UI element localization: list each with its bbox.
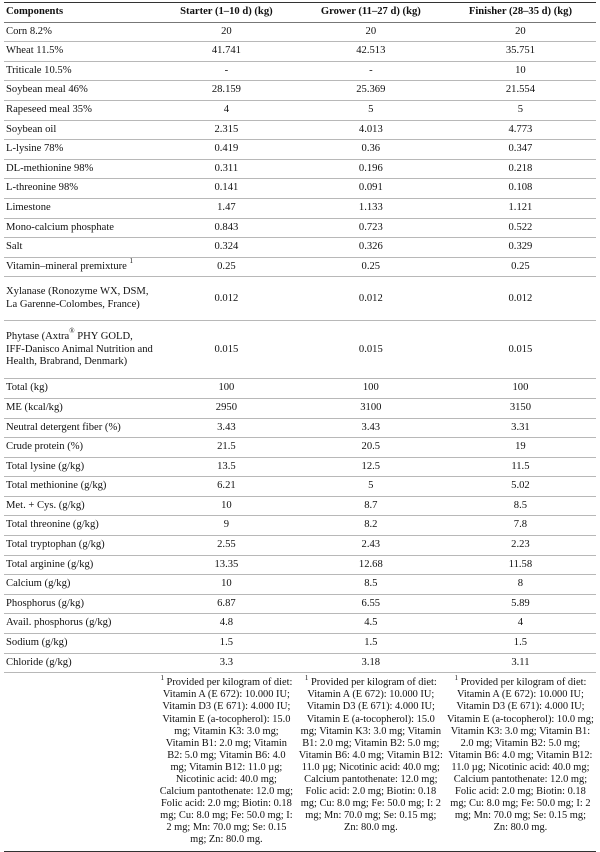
cell-finisher: 100 bbox=[445, 379, 596, 399]
cell-grower: 3.18 bbox=[297, 653, 445, 673]
row-label bbox=[4, 179, 156, 199]
row-label-text: Vitamin–mineral premixture bbox=[6, 260, 127, 272]
cell-grower: 2.43 bbox=[297, 536, 445, 556]
cell-finisher: 4 bbox=[445, 614, 596, 634]
cell-grower: 0.196 bbox=[297, 159, 445, 179]
row-label bbox=[4, 238, 156, 258]
cell-grower: 0.36 bbox=[297, 140, 445, 160]
cell-grower: 42.513 bbox=[297, 42, 445, 62]
table-row bbox=[4, 477, 596, 497]
row-label bbox=[4, 42, 156, 62]
table-row bbox=[4, 614, 596, 634]
header-components: Components bbox=[4, 3, 156, 23]
table-row bbox=[4, 555, 596, 575]
row-label bbox=[4, 516, 156, 536]
table-row bbox=[4, 418, 596, 438]
row-label-text: L-lysine 78% bbox=[6, 143, 64, 155]
cell-starter: 3.43 bbox=[156, 418, 297, 438]
row-label bbox=[4, 120, 156, 140]
cell-grower: 4.5 bbox=[297, 614, 445, 634]
row-label-text: L-threonine 98% bbox=[6, 182, 79, 194]
cell-starter: 13.35 bbox=[156, 555, 297, 575]
cell-starter: 1.47 bbox=[156, 198, 297, 218]
row-label bbox=[4, 496, 156, 516]
cell-grower: 8.7 bbox=[297, 496, 445, 516]
cell-finisher: 8.5 bbox=[445, 496, 596, 516]
table-row bbox=[4, 321, 596, 379]
row-label-text: ME (kcal/kg) bbox=[6, 401, 63, 413]
footnote-text: Provided per kilogram of diet: Vitamin A (E 672): 10.000 IU; Vitamin D3 (E 671): 4.000 IU; Vitamin E (a-tocopherol): 15.0 mg; Vitamin K3: 3.0 mg; Vitamin B1: 2.0 mg; Vitamin B2: 5.0 mg; Vitamin B6: 4.0 mg; Vitamin B12: 11.0 µg; Nicotinic acid: 40.0 mg; Calcium pantothenate: 12.0 mg; Folic acid: 2.0 mg; Biotin: 0.18 mg; Cu: 8.0 mg; Fe: 50.0 mg; I: 2 mg; Mn: 70.0 mg; Se: 0.15 mg; Zn: 80.0 mg. bbox=[298, 677, 443, 834]
row-label-text: Limestone bbox=[6, 201, 51, 213]
cell-finisher: 0.25 bbox=[445, 257, 596, 277]
cell-grower: 5 bbox=[297, 100, 445, 120]
cell-finisher: 1.121 bbox=[445, 198, 596, 218]
row-label-text: Phytase (Axtra bbox=[6, 330, 70, 342]
header-finisher: Finisher (28–35 d) (kg) bbox=[445, 3, 596, 23]
table-row bbox=[4, 61, 596, 81]
table-body bbox=[4, 22, 596, 851]
cell-starter: 10 bbox=[156, 496, 297, 516]
cell-finisher: 10 bbox=[445, 61, 596, 81]
cell-starter: 6.87 bbox=[156, 594, 297, 614]
table-row bbox=[4, 140, 596, 160]
cell-starter: 100 bbox=[156, 379, 297, 399]
row-label-text: Soybean meal 46% bbox=[6, 84, 88, 96]
cell-starter: 10 bbox=[156, 575, 297, 595]
row-label-text: Met. + Cys. (g/kg) bbox=[6, 499, 85, 511]
row-label-text: Salt bbox=[6, 241, 23, 253]
cell-finisher: 21.554 bbox=[445, 81, 596, 101]
cell-starter: 4.8 bbox=[156, 614, 297, 634]
row-label bbox=[4, 379, 156, 399]
cell-starter: 0.012 bbox=[156, 277, 297, 321]
cell-grower: 0.25 bbox=[297, 257, 445, 277]
row-label-text: Total arginine (g/kg) bbox=[6, 558, 94, 570]
row-label bbox=[4, 555, 156, 575]
row-label bbox=[4, 536, 156, 556]
table-row bbox=[4, 22, 596, 42]
row-label bbox=[4, 575, 156, 595]
row-label-text: Phosphorus (g/kg) bbox=[6, 597, 84, 609]
footnote-marker: ® bbox=[69, 327, 75, 336]
row-label-text: Chloride (g/kg) bbox=[6, 656, 72, 668]
cell-starter: 41.741 bbox=[156, 42, 297, 62]
cell-grower: 12.68 bbox=[297, 555, 445, 575]
cell-grower: 4.013 bbox=[297, 120, 445, 140]
cell-starter: 1.5 bbox=[156, 634, 297, 654]
cell-finisher: 0.347 bbox=[445, 140, 596, 160]
row-label bbox=[4, 140, 156, 160]
cell-finisher: 1.5 bbox=[445, 634, 596, 654]
cell-finisher: 0.218 bbox=[445, 159, 596, 179]
row-label-text: DL-methionine 98% bbox=[6, 162, 94, 174]
row-label-text: Crude protein (%) bbox=[6, 441, 84, 453]
row-label-text: Mono-calcium phosphate bbox=[6, 221, 114, 233]
cell-grower: 0.723 bbox=[297, 218, 445, 238]
footnote-text: Provided per kilogram of diet: Vitamin A (E 672): 10.000 IU; Vitamin D3 (E 671): 4.000 IU; Vitamin E (a-tocopherol): 15.0 mg; Vitamin K3: 3.0 mg; Vitamin B1: 2.0 mg; Vitamin B2: 5.0 mg; Vitamin B6: 4.0 mg; Vitamin B12: 11.0 µg; Nicotinic acid: 40.0 mg; Calcium pantothenate: 12.0 mg; Folic acid: 2.0 mg; Biotin: 0.18 mg; Cu: 8.0 mg; Fe: 50.0 mg; I: 2 mg; Mn: 70.0 mg; Se: 0.15 mg; Zn: 80.0 mg. bbox=[159, 677, 294, 846]
row-label bbox=[4, 653, 156, 673]
row-label-text: Corn 8.2% bbox=[6, 25, 52, 37]
row-label bbox=[4, 614, 156, 634]
table-row bbox=[4, 398, 596, 418]
row-label-text: Triticale 10.5% bbox=[6, 64, 72, 76]
cell-starter: 20 bbox=[156, 22, 297, 42]
cell-grower: 100 bbox=[297, 379, 445, 399]
table-row bbox=[4, 653, 596, 673]
cell-finisher: 35.751 bbox=[445, 42, 596, 62]
footnote-starter bbox=[156, 673, 297, 851]
row-label-text: Rapeseed meal 35% bbox=[6, 103, 92, 115]
cell-starter: 0.25 bbox=[156, 257, 297, 277]
row-label-text: Xylanase (Ronozyme WX, DSM, La Garenne-Colombes, France) bbox=[6, 286, 149, 310]
row-label-text: Wheat 11.5% bbox=[6, 45, 64, 57]
cell-grower: 12.5 bbox=[297, 457, 445, 477]
cell-finisher: 3.11 bbox=[445, 653, 596, 673]
cell-grower: 20 bbox=[297, 22, 445, 42]
cell-finisher: 11.58 bbox=[445, 555, 596, 575]
cell-starter: 4 bbox=[156, 100, 297, 120]
row-label bbox=[4, 159, 156, 179]
row-label bbox=[4, 477, 156, 497]
table-row bbox=[4, 159, 596, 179]
cell-grower: 1.133 bbox=[297, 198, 445, 218]
cell-finisher: 5 bbox=[445, 100, 596, 120]
table-row bbox=[4, 536, 596, 556]
cell-finisher: 11.5 bbox=[445, 457, 596, 477]
cell-starter: 0.843 bbox=[156, 218, 297, 238]
cell-grower: 8.2 bbox=[297, 516, 445, 536]
row-label-text: Sodium (g/kg) bbox=[6, 637, 68, 649]
footnote-marker: 1 bbox=[454, 673, 458, 682]
table-row bbox=[4, 438, 596, 458]
table-row bbox=[4, 81, 596, 101]
cell-grower: 8.5 bbox=[297, 575, 445, 595]
table-header-row bbox=[4, 3, 596, 23]
cell-grower: 0.326 bbox=[297, 238, 445, 258]
row-label bbox=[4, 438, 156, 458]
table-row bbox=[4, 575, 596, 595]
cell-starter: 3.3 bbox=[156, 653, 297, 673]
cell-starter: 28.159 bbox=[156, 81, 297, 101]
cell-starter: 6.21 bbox=[156, 477, 297, 497]
cell-starter: 0.324 bbox=[156, 238, 297, 258]
row-label-text: Neutral detergent fiber (%) bbox=[6, 421, 121, 433]
cell-starter: 0.311 bbox=[156, 159, 297, 179]
footnote-text: Provided per kilogram of diet: Vitamin A (E 672): 10.000 IU; Vitamin D3 (E 671): 4.000 IU; Vitamin E (a-tocopherol): 10.0 mg; Vitamin K3: 3.0 mg; Vitamin B1: 2.0 mg; Vitamin B2: 5.0 mg; Vitamin B6: 4.0 mg; Vitamin B12: 11.0 µg; Nicotinic acid: 40.0 mg; Calcium pantothenate: 12.0 mg; Folic acid: 2.0 mg; Biotin: 0.18 mg; Cu: 8.0 mg; Fe: 50.0 mg; I: 2 mg; Mn: 70.0 mg; Se: 0.15 mg; Zn: 80.0 mg. bbox=[447, 677, 594, 834]
cell-grower: 3100 bbox=[297, 398, 445, 418]
row-label bbox=[4, 218, 156, 238]
row-label bbox=[4, 277, 156, 321]
cell-finisher: 0.522 bbox=[445, 218, 596, 238]
cell-finisher: 3150 bbox=[445, 398, 596, 418]
cell-grower: 20.5 bbox=[297, 438, 445, 458]
table-row bbox=[4, 379, 596, 399]
table-row bbox=[4, 120, 596, 140]
cell-starter: 9 bbox=[156, 516, 297, 536]
cell-grower: 1.5 bbox=[297, 634, 445, 654]
cell-grower: 0.015 bbox=[297, 321, 445, 379]
footnote-finisher bbox=[445, 673, 596, 851]
row-label-text: Calcium (g/kg) bbox=[6, 578, 71, 590]
cell-finisher: 0.012 bbox=[445, 277, 596, 321]
table-row bbox=[4, 42, 596, 62]
footnote-marker: 1 bbox=[129, 257, 134, 266]
table-row bbox=[4, 179, 596, 199]
table-row bbox=[4, 594, 596, 614]
row-label bbox=[4, 198, 156, 218]
footnote-row bbox=[4, 673, 596, 851]
cell-grower: 3.43 bbox=[297, 418, 445, 438]
row-label bbox=[4, 594, 156, 614]
cell-grower: - bbox=[297, 61, 445, 81]
cell-finisher: 0.108 bbox=[445, 179, 596, 199]
cell-starter: 0.419 bbox=[156, 140, 297, 160]
cell-grower: 6.55 bbox=[297, 594, 445, 614]
table-row bbox=[4, 516, 596, 536]
cell-starter: 2950 bbox=[156, 398, 297, 418]
cell-finisher: 7.8 bbox=[445, 516, 596, 536]
row-label-text: Total methionine (g/kg) bbox=[6, 480, 107, 492]
cell-finisher: 8 bbox=[445, 575, 596, 595]
cell-finisher: 5.89 bbox=[445, 594, 596, 614]
row-label bbox=[4, 398, 156, 418]
cell-starter: 2.315 bbox=[156, 120, 297, 140]
table-row bbox=[4, 277, 596, 321]
row-label bbox=[4, 22, 156, 42]
row-label-text: Total threonine (g/kg) bbox=[6, 519, 99, 531]
diet-composition-table bbox=[4, 2, 596, 852]
table-row bbox=[4, 634, 596, 654]
cell-finisher: 0.015 bbox=[445, 321, 596, 379]
row-label-text-rest: PHY GOLD, IFF-Danisco Animal Nutrition and Health, Brabrand, Denmark) bbox=[6, 330, 153, 368]
cell-starter: 21.5 bbox=[156, 438, 297, 458]
cell-finisher: 5.02 bbox=[445, 477, 596, 497]
footnote-marker: 1 bbox=[160, 673, 164, 682]
table-row bbox=[4, 257, 596, 277]
header-starter: Starter (1–10 d) (kg) bbox=[156, 3, 297, 23]
row-label bbox=[4, 321, 156, 379]
row-label-text: Total tryptophan (g/kg) bbox=[6, 539, 105, 551]
cell-finisher: 19 bbox=[445, 438, 596, 458]
table-row bbox=[4, 238, 596, 258]
cell-finisher: 0.329 bbox=[445, 238, 596, 258]
table-row bbox=[4, 496, 596, 516]
table-row bbox=[4, 457, 596, 477]
cell-grower: 0.091 bbox=[297, 179, 445, 199]
cell-finisher: 20 bbox=[445, 22, 596, 42]
cell-grower: 0.012 bbox=[297, 277, 445, 321]
cell-starter: 2.55 bbox=[156, 536, 297, 556]
footnote-marker: 1 bbox=[304, 673, 309, 682]
row-label bbox=[4, 418, 156, 438]
row-label-text: Avail. phosphorus (g/kg) bbox=[6, 617, 112, 629]
cell-starter: 13.5 bbox=[156, 457, 297, 477]
table-row bbox=[4, 198, 596, 218]
header-grower: Grower (11–27 d) (kg) bbox=[297, 3, 445, 23]
footnote-grower bbox=[297, 673, 445, 851]
table-row bbox=[4, 100, 596, 120]
row-label bbox=[4, 100, 156, 120]
row-label bbox=[4, 61, 156, 81]
row-label bbox=[4, 457, 156, 477]
cell-grower: 5 bbox=[297, 477, 445, 497]
cell-grower: 25.369 bbox=[297, 81, 445, 101]
footnote-empty-cell bbox=[4, 673, 156, 851]
row-label-text: Soybean oil bbox=[6, 123, 57, 135]
cell-finisher: 2.23 bbox=[445, 536, 596, 556]
row-label bbox=[4, 81, 156, 101]
cell-starter: 0.015 bbox=[156, 321, 297, 379]
cell-starter: 0.141 bbox=[156, 179, 297, 199]
table-row bbox=[4, 218, 596, 238]
cell-finisher: 4.773 bbox=[445, 120, 596, 140]
row-label bbox=[4, 634, 156, 654]
cell-starter: - bbox=[156, 61, 297, 81]
row-label-text: Total lysine (g/kg) bbox=[6, 460, 85, 472]
cell-finisher: 3.31 bbox=[445, 418, 596, 438]
row-label bbox=[4, 257, 156, 277]
row-label-text: Total (kg) bbox=[6, 382, 48, 394]
